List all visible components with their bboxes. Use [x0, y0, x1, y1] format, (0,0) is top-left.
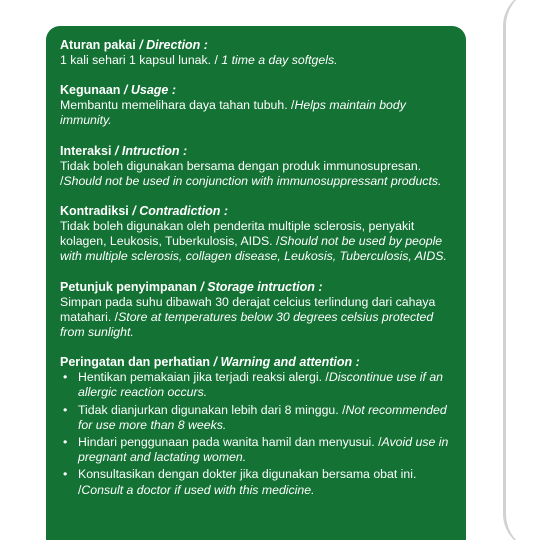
bullet-icon: • — [63, 370, 68, 385]
warning-item-en: Not recommended for use more than 8 weeks. — [78, 402, 447, 432]
bullet-icon: • — [63, 435, 68, 450]
interaction-heading — [60, 144, 456, 159]
contradiction-text-id: Tidak boleh digunakan oleh penderita multiple sclerosis, penyakit kolagen, Leukosis, Tuberkulosis, AIDS. / — [60, 219, 415, 249]
direction-text-en: 1 time a day softgels. — [221, 53, 338, 67]
storage-heading-separator: / — [196, 279, 208, 294]
direction-heading-id: Aturan pakai — [60, 38, 136, 52]
contradiction-section — [60, 204, 456, 265]
storage-heading-en: Storage intruction : — [207, 279, 323, 294]
storage-heading — [60, 280, 456, 295]
interaction-heading-separator: / — [111, 143, 122, 158]
warning-item-id: Hindari penggunaan pada wanita hamil dan menyusui. / — [78, 435, 382, 450]
storage-section — [60, 280, 456, 341]
usage-heading — [60, 83, 456, 98]
warning-item — [60, 370, 456, 400]
usage-heading-id: Kegunaan — [60, 83, 121, 98]
storage-text — [60, 295, 456, 341]
contradiction-text-en: Should not be used by people with multiple sclerosis, collagen disease, Leukosis, Tuberculosis, AIDS. — [60, 234, 447, 264]
direction-text-id: 1 kali sehari 1 kapsul lunak. / — [60, 53, 222, 67]
usage-heading-en: Usage : — [130, 83, 177, 98]
interaction-heading-id: Interaksi — [60, 143, 112, 158]
contradiction-heading-id: Kontradiksi — [60, 204, 129, 219]
usage-section — [60, 83, 456, 128]
contradiction-heading — [60, 204, 456, 219]
warning-list — [60, 370, 456, 498]
interaction-section — [60, 144, 456, 189]
usage-heading-separator: / — [120, 83, 131, 98]
direction-text — [60, 53, 456, 68]
warning-item — [60, 435, 456, 465]
label-panel — [46, 26, 466, 540]
warning-item-en: Consult a doctor if used with this medicine. — [81, 482, 315, 497]
usage-text — [60, 98, 456, 128]
usage-text-en: Helps maintain body immunity. — [60, 98, 406, 128]
storage-heading-id: Petunjuk penyimpanan — [60, 279, 197, 294]
direction-section — [60, 38, 456, 68]
warning-item — [60, 403, 456, 433]
interaction-text-en: Should not be used in conjunction with immunosuppressant products. — [63, 173, 442, 188]
warning-heading — [60, 355, 456, 370]
package-edge — [503, 0, 540, 540]
warning-heading-en: Warning and attention : — [220, 355, 360, 370]
warning-heading-id: Peringatan dan perhatian — [60, 355, 211, 370]
direction-heading-en: Direction : — [146, 38, 208, 52]
bullet-icon: • — [63, 467, 68, 482]
bullet-icon: • — [63, 402, 68, 417]
interaction-heading-en: Intruction : — [121, 143, 188, 158]
contradiction-heading-en: Contradiction : — [139, 204, 229, 219]
warning-section — [60, 355, 456, 498]
warning-item-id: Konsultasikan dengan dokter jika digunakan bersama obat ini. / — [78, 467, 417, 497]
interaction-text — [60, 159, 456, 189]
storage-text-en: Store at temperatures below 30 degrees celsius protected from sunlight. — [60, 309, 434, 340]
storage-text-id: Simpan pada suhu dibawah 30 derajat celcius terlindung dari cahaya matahari. / — [60, 294, 436, 324]
usage-text-id: Membantu memelihara daya tahan tubuh. / — [60, 98, 295, 113]
warning-item-id: Tidak dianjurkan digunakan lebih dari 8 minggu. / — [78, 402, 346, 417]
warning-item — [60, 467, 456, 497]
contradiction-text — [60, 219, 456, 265]
direction-heading — [60, 38, 456, 53]
interaction-text-id: Tidak boleh digunakan bersama dengan produk immunosupresan. / — [60, 158, 422, 188]
warning-item-en: Avoid use in pregnant and lactating women. — [78, 435, 449, 465]
contradiction-heading-separator: / — [128, 204, 140, 219]
warning-heading-separator: / — [210, 355, 221, 370]
warning-item-id: Hentikan pemakaian jika terjadi reaksi alergi. / — [78, 370, 329, 385]
direction-heading-separator: / — [135, 38, 147, 52]
warning-item-en: Discontinue use if an allergic reaction occurs. — [78, 370, 443, 400]
